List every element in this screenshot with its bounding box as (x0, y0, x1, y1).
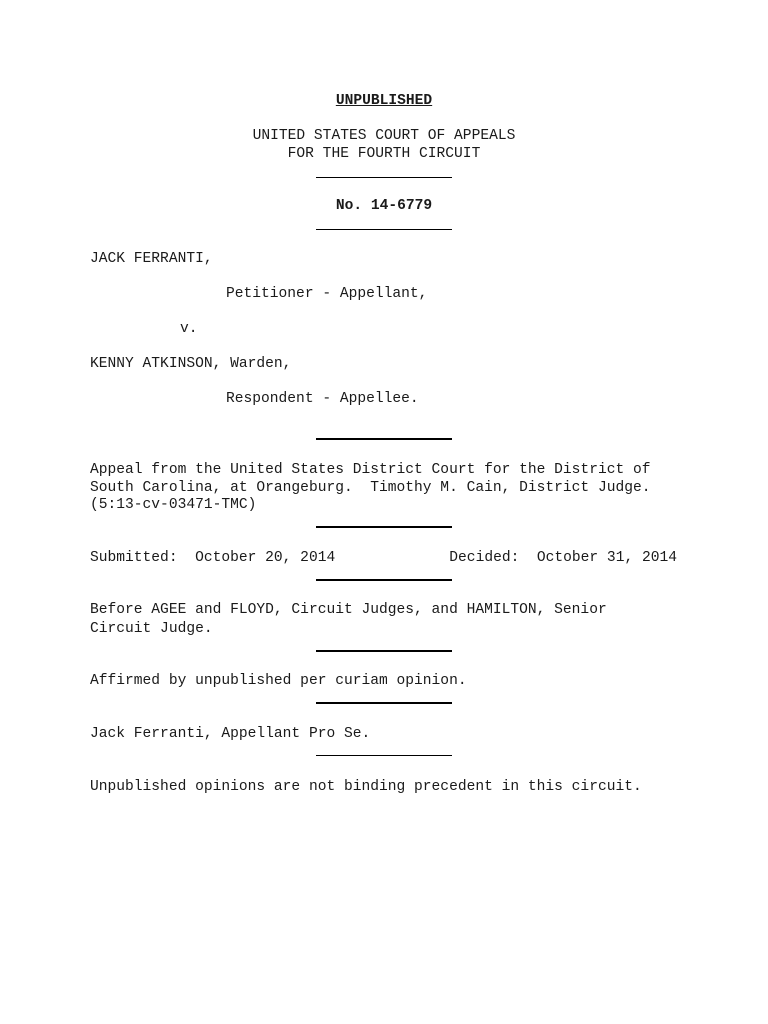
court-name: UNITED STATES COURT OF APPEALS (252, 128, 516, 144)
divider (316, 177, 452, 178)
precedent-notice: Unpublished opinions are not binding precedent in this circuit. (90, 779, 642, 795)
divider (316, 650, 452, 652)
counsel: Jack Ferranti, Appellant Pro Se. (90, 726, 371, 742)
divider (316, 702, 452, 704)
respondent-name: KENNY ATKINSON, Warden, (90, 356, 292, 372)
decided-date: Decided: October 31, 2014 (449, 550, 677, 566)
case-number: No. 14-6779 (335, 198, 433, 214)
appeal-docket-number: (5:13-cv-03471-TMC) (90, 497, 257, 513)
appeal-line-1: Appeal from the United States District Court for the District of (90, 462, 651, 478)
submitted-date: Submitted: October 20, 2014 (90, 550, 336, 566)
divider (316, 229, 452, 230)
divider (316, 755, 452, 756)
petitioner-name: JACK FERRANTI, (90, 251, 213, 267)
respondent-role: Respondent - Appellee. (226, 391, 419, 407)
panel-line-1: Before AGEE and FLOYD, Circuit Judges, and HAMILTON, Senior (90, 602, 607, 618)
petitioner-role: Petitioner - Appellant, (226, 286, 428, 302)
unpublished-heading: UNPUBLISHED (335, 93, 433, 109)
versus-label: v. (180, 321, 198, 337)
disposition: Affirmed by unpublished per curiam opinion. (90, 673, 467, 689)
divider (316, 526, 452, 528)
appeal-line-2: South Carolina, at Orangeburg. Timothy M. Cain, District Judge. (90, 480, 651, 496)
panel-line-2: Circuit Judge. (90, 621, 213, 637)
divider (316, 438, 452, 440)
divider (316, 579, 452, 581)
circuit-name: FOR THE FOURTH CIRCUIT (287, 146, 481, 162)
